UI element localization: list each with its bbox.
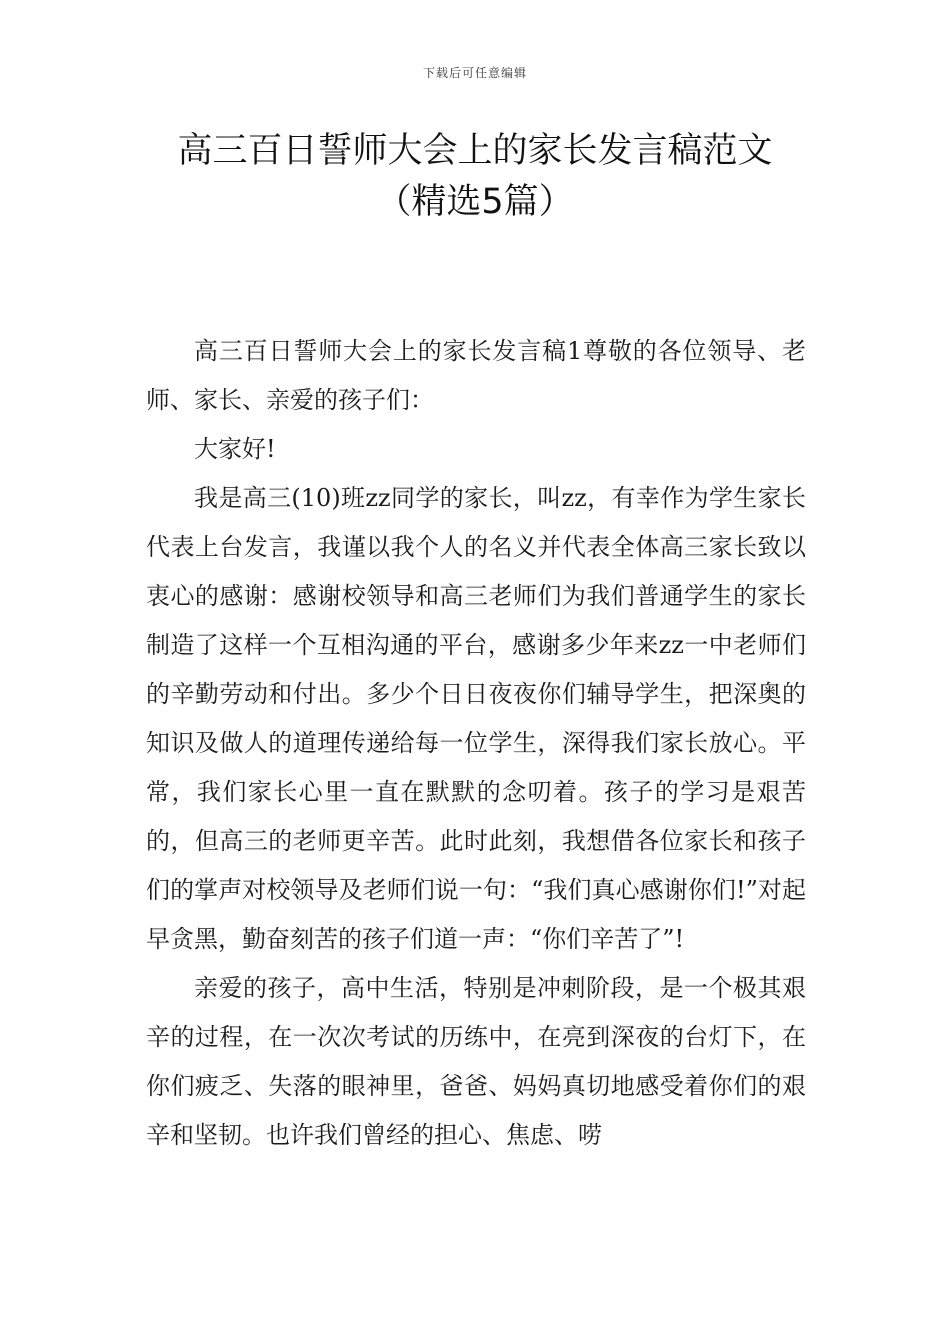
paragraph-introduction: 我是高三(10)班zz同学的家长，叫zz，有幸作为学生家长代表上台发言，我谨以我个人的名义并代表全体高三家长致以衷心的感谢：感谢校领导和高三老师们为我们普通学生的家长制造了这样一个互相沟通的平台，感谢多少年来zz一中老师们的辛勤劳动和付出。多少个日日夜夜你们辅导学生，把深奥的知识及做人的道理传递给每一位学生，深得我们家长放心。平常，我们家长心里一直在默默的念叨着。孩子的学习是艰苦的，但高三的老师更辛苦。此时此刻，我想借各位家长和孩子们的掌声对校领导及老师们说一句：“我们真心感谢你们!”对起早贪黑，勤奋刻苦的孩子们道一声：“你们辛苦了”! bbox=[146, 484, 806, 953]
paragraph-greeting: 大家好! bbox=[194, 435, 276, 463]
title-line-subtitle: （精选5篇） bbox=[376, 182, 574, 222]
document-title bbox=[0, 126, 950, 228]
title-line-main: 高三百日誓师大会上的家长发言稿范文 bbox=[177, 131, 773, 171]
paragraph-salutation: 高三百日誓师大会上的家长发言稿1尊敬的各位领导、老师、家长、亲爱的孩子们： bbox=[146, 337, 806, 414]
header-note: 下载后可任意编辑 bbox=[422, 66, 527, 80]
document-body bbox=[146, 327, 806, 1160]
paragraph-message-to-children: 亲爱的孩子，高中生活，特别是冲刺阶段，是一个极其艰辛的过程，在一次次考试的历练中，在亮到深夜的台灯下，在你们疲乏、失落的眼神里，爸爸、妈妈真切地感受着你们的艰辛和坚韧。也许我们曾经的担心、焦虑、唠 bbox=[146, 974, 806, 1149]
